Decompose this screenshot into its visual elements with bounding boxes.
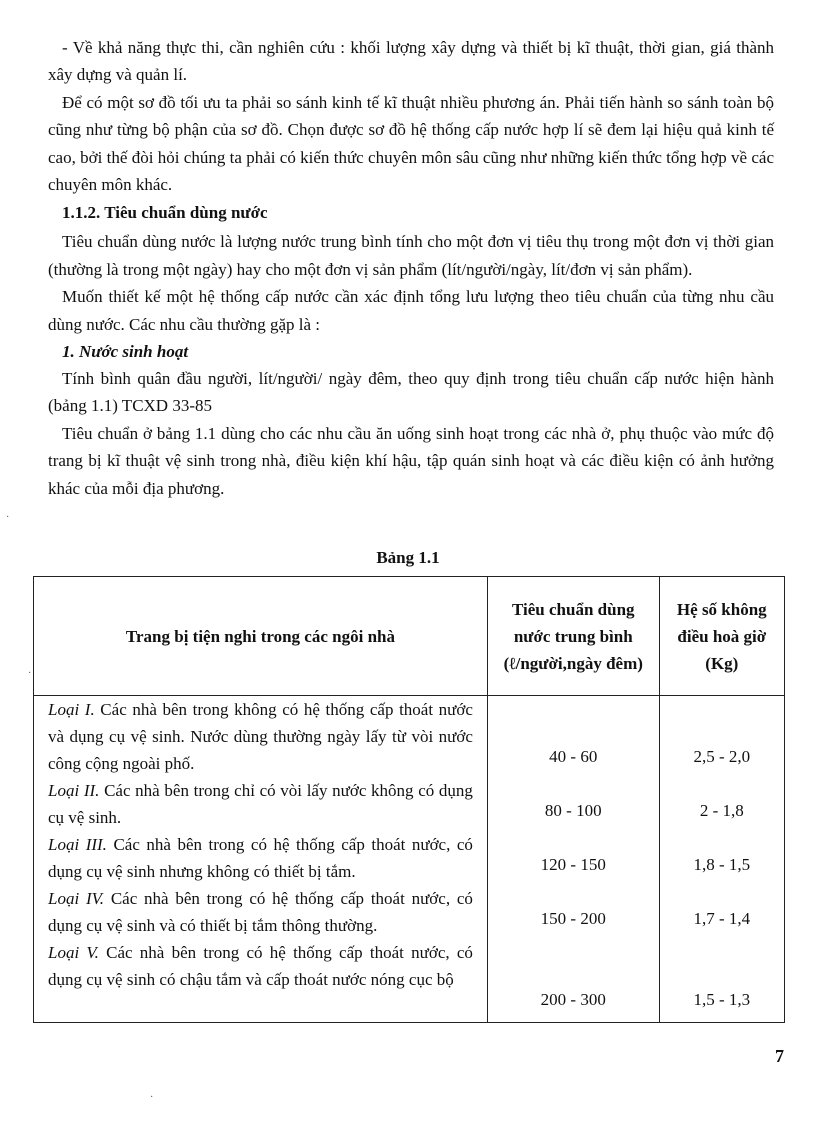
paragraph-feasibility: - Về khả năng thực thi, cần nghiên cứu : khối lượng xây dựng và thiết bị kĩ thuật, thời gian, giá thành xây dựng và quản lí.	[48, 38, 774, 85]
descriptions-cell	[34, 696, 488, 1023]
section-heading-1-1-2: 1.1.2. Tiêu chuẩn dùng nước	[62, 203, 268, 223]
scan-speck: ·	[150, 1092, 154, 1103]
header-hourly-coefficient: Hệ số không điều hoà giờ (Kg)	[659, 577, 784, 696]
paragraph-water-standard-definition: Tiêu chuẩn dùng nước là lượng nước trung bình tính cho một đơn vị tiêu thụ trong một đơn vị thời gian (thường là trong một ngày) hay cho một đơn vị sản phẩm (lít/người/ngày, lít/đơn vị sản phẩm).	[48, 232, 774, 279]
row-description: Các nhà bên trong chỉ có vòi lấy nước không có dụng cụ vệ sinh.	[48, 781, 473, 827]
scan-speck: ·	[6, 512, 10, 523]
paragraph-table-usage: Tiêu chuẩn ở bảng 1.1 dùng cho các nhu cầu ăn uống sinh hoạt trong các nhà ở, phụ thuộc vào mức độ trang bị kĩ thuật vệ sinh trong nhà, điều kiện khí hậu, tập quán sinh hoạt và các điều kiện có ảnh hưởng khác của mỗi địa phương.	[48, 423, 774, 498]
kg-row-3: 1,8 - 1,5	[693, 855, 751, 874]
row-description: Các nhà bên trong không có hệ thống cấp thoát nước và dụng cụ vệ sinh. Nước dùng thường ngày lấy từ vòi nước công cộng ngoài phố.	[48, 700, 473, 773]
kg-row-2: 2 - 1,8	[699, 801, 744, 820]
row-type-label: Loại V.	[48, 943, 99, 962]
row-type-label: Loại II.	[48, 781, 100, 800]
row-type-label: Loại IV.	[48, 889, 105, 908]
kg-row-5: 1,5 - 1,3	[693, 990, 751, 1009]
value-row-5: 200 - 300	[540, 990, 606, 1009]
table-row-desc	[48, 696, 473, 777]
paragraph-design-requirement: Muốn thiết kế một hệ thống cấp nước cần xác định tổng lưu lượng theo tiêu chuẩn của từng nhu cầu dùng nước. Các nhu cầu thường gặp là :	[48, 287, 774, 334]
row-type-label: Loại I.	[48, 700, 95, 719]
paragraph-optimal-scheme: Để có một sơ đồ tối ưu ta phải so sánh kinh tế kĩ thuật nhiều phương án. Phải tiến hành so sánh toàn bộ cũng như từng bộ phận của sơ đồ. Chọn được sơ đồ hệ thống cấp nước hợp lí sẽ đem lại hiệu quả kinh tế cao, bởi thế đòi hỏi chúng ta phải có kiến thức chuyên môn sâu cũng như những kiến thức tổng hợp về các chuyên môn khác.	[48, 92, 774, 195]
table-header-row	[34, 577, 785, 696]
table-row-desc	[48, 831, 473, 885]
body-text	[48, 34, 774, 502]
subheading-domestic-water: 1. Nước sinh hoạt	[62, 342, 189, 362]
table-row-desc	[48, 939, 473, 993]
coefficient-values-cell	[659, 696, 784, 1023]
row-description: Các nhà bên trong có hệ thống cấp thoát nước, có dụng cụ vệ sinh nhưng không có thiết bị tắm.	[48, 835, 473, 881]
paragraph-per-capita: Tính bình quân đầu người, lít/người/ ngày đêm, theo quy định trong tiêu chuẩn cấp nước hiện hành (bảng 1.1) TCXD 33-85	[48, 369, 774, 416]
table-caption: Bảng 1.1	[376, 548, 440, 567]
page-number: 7	[775, 1046, 784, 1066]
header-amenities: Trang bị tiện nghi trong các ngôi nhà	[34, 577, 488, 696]
row-description: Các nhà bên trong có hệ thống cấp thoát nước, có dụng cụ vệ sinh và có thiết bị tắm thông thường.	[48, 889, 473, 935]
row-type-label: Loại III.	[48, 835, 107, 854]
table-row-desc	[48, 777, 473, 831]
kg-row-4: 1,7 - 1,4	[693, 909, 751, 928]
table-body-row	[34, 696, 785, 1023]
kg-row-1: 2,5 - 2,0	[693, 747, 751, 766]
value-row-3: 120 - 150	[540, 855, 606, 874]
value-row-4: 150 - 200	[540, 909, 606, 928]
scan-speck: ·	[28, 668, 32, 679]
header-average-standard: Tiêu chuẩn dùng nước trung bình (ℓ/người,ngày đêm)	[487, 577, 659, 696]
water-standard-table	[33, 576, 785, 1023]
standard-values-cell	[487, 696, 659, 1023]
value-row-2: 80 - 100	[544, 801, 602, 820]
table-row-desc	[48, 885, 473, 939]
row-description: Các nhà bên trong có hệ thống cấp thoát nước, có dụng cụ vệ sinh có chậu tắm và cấp thoát nước nóng cục bộ	[48, 943, 473, 989]
value-row-1: 40 - 60	[549, 747, 598, 766]
